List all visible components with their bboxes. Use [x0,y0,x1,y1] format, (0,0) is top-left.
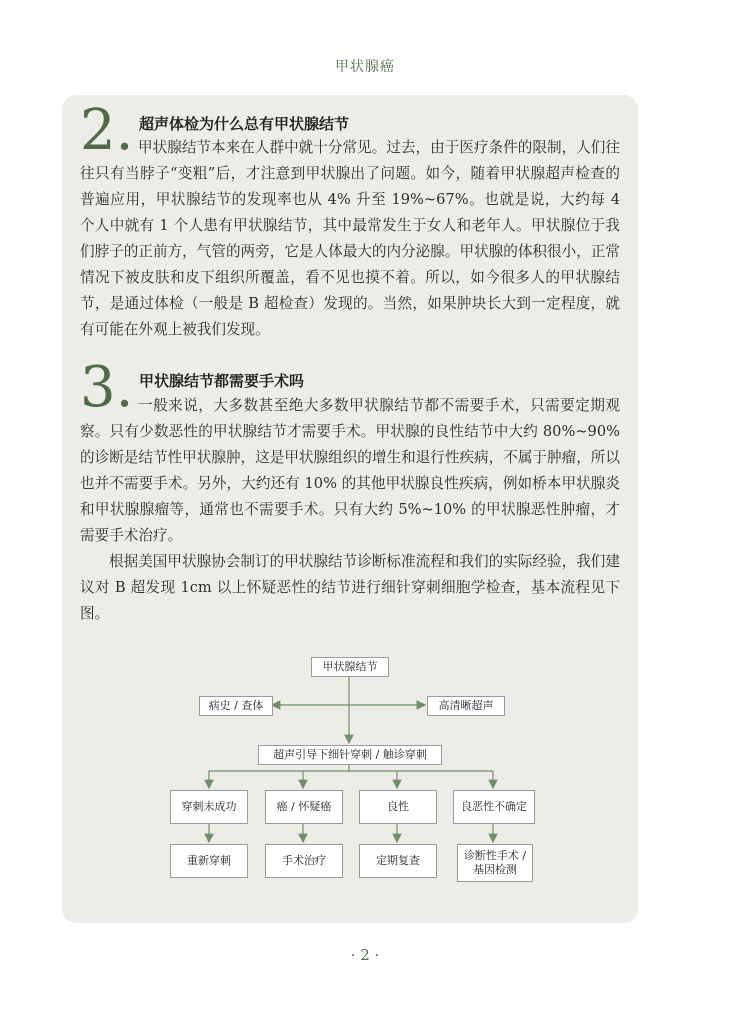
section-paragraph: 一般来说，大多数甚至绝大多数甲状腺结节都不需要手术，只需要定期观察。只有少数恶性的甲状腺结节才需要手术。甲状腺的良性结节中大约 80%~90% 的诊断是结节性甲状腺肿，这是甲状腺组织的增生和退行性疾病，不属于肿瘤，所以也并不需要手术。另外，大约还有 10% 的其他甲状腺良性疾病，例如桥本甲状腺炎和甲状腺腺瘤等，通常也不需要手术。只有大约 5%~10% 的甲状腺恶性肿瘤，才需要手术治疗。 [80,397,620,544]
flow-outcome: 良性 [359,790,437,824]
flow-node-history-exam: 病史 / 查体 [199,696,273,716]
section-number: 2. [80,98,134,163]
flow-action: 重新穿刺 [170,844,248,878]
running-header: 甲状腺癌 [335,59,395,75]
flow-action: 手术治疗 [265,844,343,878]
section-paragraph: 根据美国甲状腺协会制订的甲状腺结节诊断标准流程和我们的实际经验，我们建议对 B 超发现 1cm 以上怀疑恶性的结节进行细针穿刺细胞学检查，基本流程见下图。 [80,553,620,622]
flow-outcome: 癌 / 怀疑癌 [265,790,343,824]
flow-action: 定期复查 [359,844,437,878]
section-heading: 甲状腺结节都需要手术吗 [139,372,305,390]
page-number: · 2 · [350,946,380,964]
flow-action: 诊断性手术 / 基因检测 [457,844,533,882]
flow-node-root: 甲状腺结节 [311,657,389,677]
diagnosis-flowchart [169,655,544,885]
content-panel [62,95,638,923]
section-number: 3. [80,355,134,420]
flow-outcome: 穿刺未成功 [170,790,248,824]
section-heading: 超声体检为什么总有甲状腺结节 [139,115,350,133]
flow-node-biopsy: 超声引导下细针穿刺 / 触诊穿刺 [258,745,442,765]
section-paragraph: 甲状腺结节本来在人群中就十分常见。过去，由于医疗条件的限制，人们往往只有当脖子“变粗”后，才注意到甲状腺出了问题。如今，随着甲状腺超声检查的普遍应用，甲状腺结节的发现率也从 4% 升至 19%~67%。也就是说，大约每 4 个人中就有 1 个人患有甲状腺结节，其中最常发生于女人和老年人。甲状腺位于我们脖子的正前方，气管的两旁，它是人体最大的内分泌腺。甲状腺的体积很小，正常情况下被皮肤和皮下组织所覆盖，看不见也摸不着。所以，如今很多人的甲状腺结节，是通过体检（一般是 B 超检查）发现的。当然，如果肿块长大到一定程度，就有可能在外观上被我们发现。 [80,139,620,338]
flow-outcome: 良恶性不确定 [453,790,535,824]
flow-node-ultrasound: 高清晰超声 [427,696,505,716]
